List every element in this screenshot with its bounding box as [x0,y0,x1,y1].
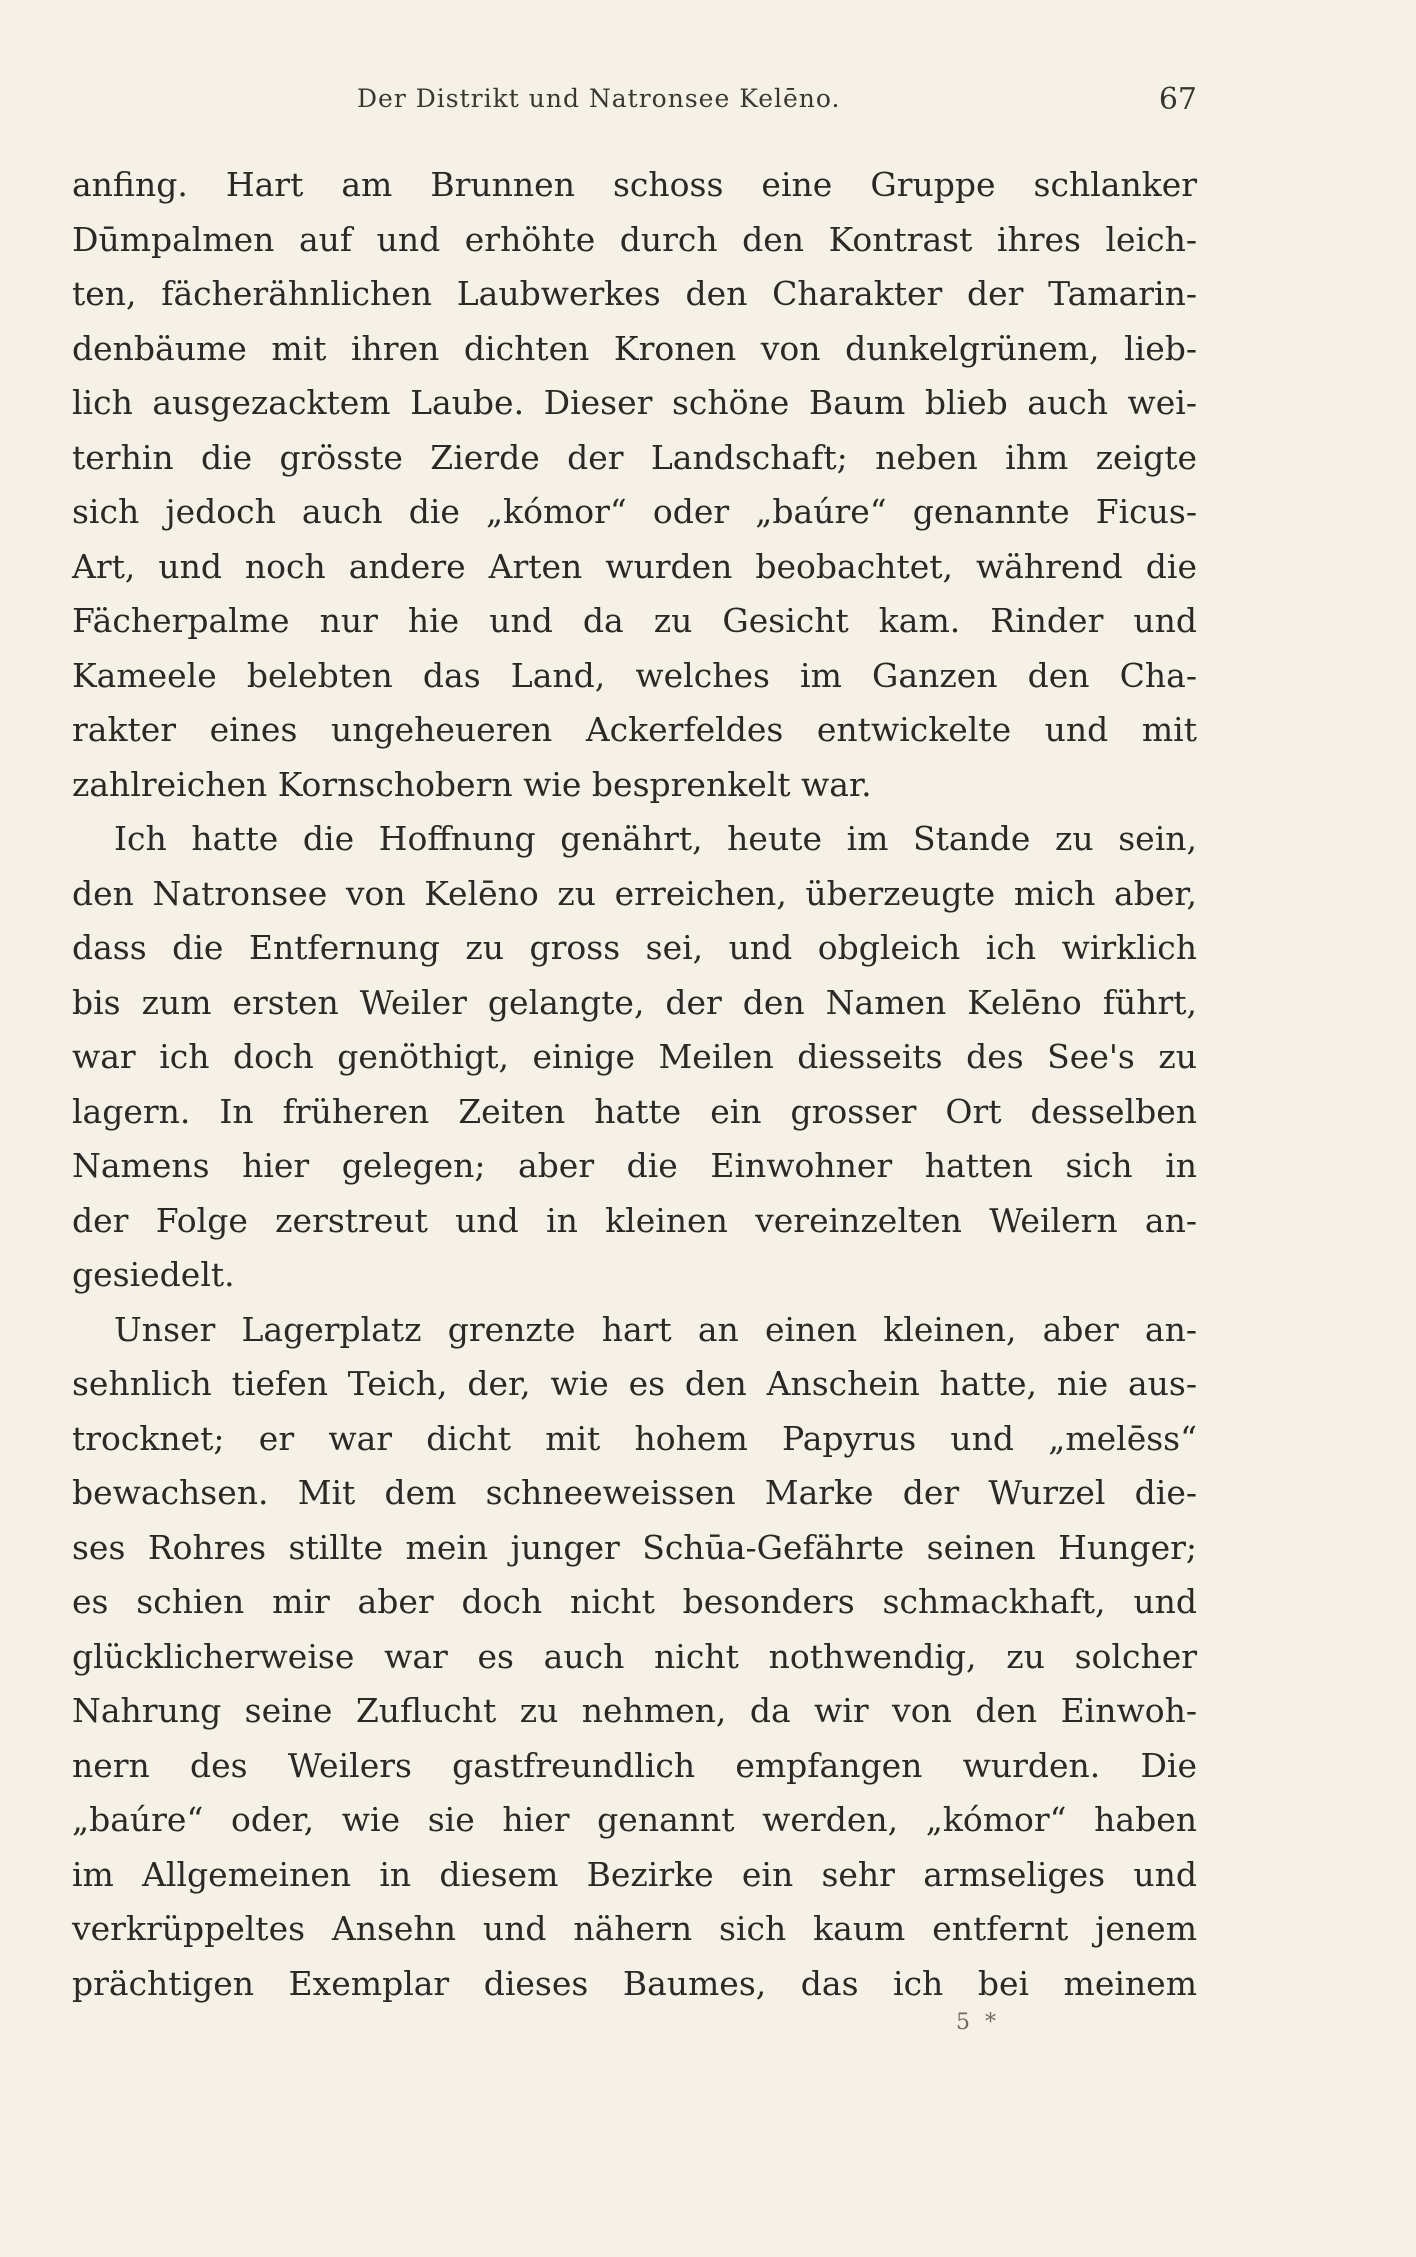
text-line: ten, fächerähnlichen Laubwerkes den Charakter der Tamarin- [72,274,1197,313]
text-line: lagern. In früheren Zeiten hatte ein grosser Ort desselben [72,1091,1197,1131]
text-line: glücklicherweise war es auch nicht nothwendig, zu solcher [72,1636,1197,1676]
text-line: ses Rohres stillte mein junger Schūa-Gefährte seinen Hunger; [72,1527,1197,1567]
text-line: im Allgemeinen in diesem Bezirke ein sehr armseliges und [72,1854,1197,1894]
text-line: sehnlich tiefen Teich, der, wie es den Anschein hatte, nie aus- [72,1364,1197,1403]
text-line: bis zum ersten Weiler gelangte, der den Namen Kelēno führt, [72,982,1197,1022]
signature-mark: 5 * [956,2010,1000,2035]
text-line: Kameele belebten das Land, welches im Ganzen den Cha- [72,655,1197,695]
text-line: Namens hier gelegen; aber die Einwohner hatten sich in [72,1146,1197,1185]
body-text [72,158,1197,2011]
text-line: terhin die grösste Zierde der Landschaft; neben ihm zeigte [72,437,1197,477]
text-line: der Folge zerstreut und in kleinen vereinzelten Weilern an- [72,1200,1197,1240]
text-line: Ich hatte die Hoffnung genährt, heute im Stande zu sein, [114,819,1197,858]
text-line: den Natronsee von Kelēno zu erreichen, überzeugte mich aber, [72,873,1197,913]
text-line: Unser Lagerplatz grenzte hart an einen kleinen, aber an- [114,1309,1197,1349]
text-line: Fächerpalme nur hie und da zu Gesicht kam. Rinder und [72,601,1197,640]
running-title: Der Distrikt und Natronsee Kelēno. [357,84,841,113]
text-line: nern des Weilers gastfreundlich empfangen wurden. Die [72,1745,1197,1785]
text-line: Dūmpalmen auf und erhöhte durch den Kontrast ihres leich- [72,219,1197,259]
text-line: gesiedelt. [72,1255,235,1294]
text-line: „baúre“ oder, wie sie hier genannt werden, „kómor“ haben [72,1800,1197,1839]
text-line: bewachsen. Mit dem schneeweissen Marke der Wurzel die- [72,1473,1197,1512]
text-line: prächtigen Exemplar dieses Baumes, das ich bei meinem [72,1963,1197,2003]
text-line: war ich doch genöthigt, einige Meilen diesseits des See's zu [72,1037,1197,1076]
text-line: denbäume mit ihren dichten Kronen von dunkelgrünem, lieb- [72,328,1197,368]
page-number: 67 [1158,82,1197,117]
text-line: Nahrung seine Zuflucht zu nehmen, da wir von den Einwoh- [72,1691,1197,1730]
text-line: anfing. Hart am Brunnen schoss eine Gruppe schlanker [72,165,1197,204]
text-line: sich jedoch auch die „kómor“ oder „baúre“ genannte Ficus- [72,492,1197,531]
text-line: dass die Entfernung zu gross sei, und obgleich ich wirklich [72,928,1197,967]
text-line: rakter eines ungeheueren Ackerfeldes entwickelte und mit [72,710,1197,749]
text-line: Art, und noch andere Arten wurden beobachtet, während die [72,546,1197,586]
text-line: lich ausgezacktem Laube. Dieser schöne Baum blieb auch wei- [72,383,1197,422]
running-header [72,84,1197,124]
text-line: es schien mir aber doch nicht besonders schmackhaft, und [72,1582,1197,1621]
text-line: trocknet; er war dicht mit hohem Papyrus und „melēss“ [72,1418,1197,1458]
text-line: zahlreichen Kornschobern wie besprenkelt war. [72,764,872,804]
text-line: verkrüppeltes Ansehn und nähern sich kaum entfernt jenem [72,1909,1197,1948]
